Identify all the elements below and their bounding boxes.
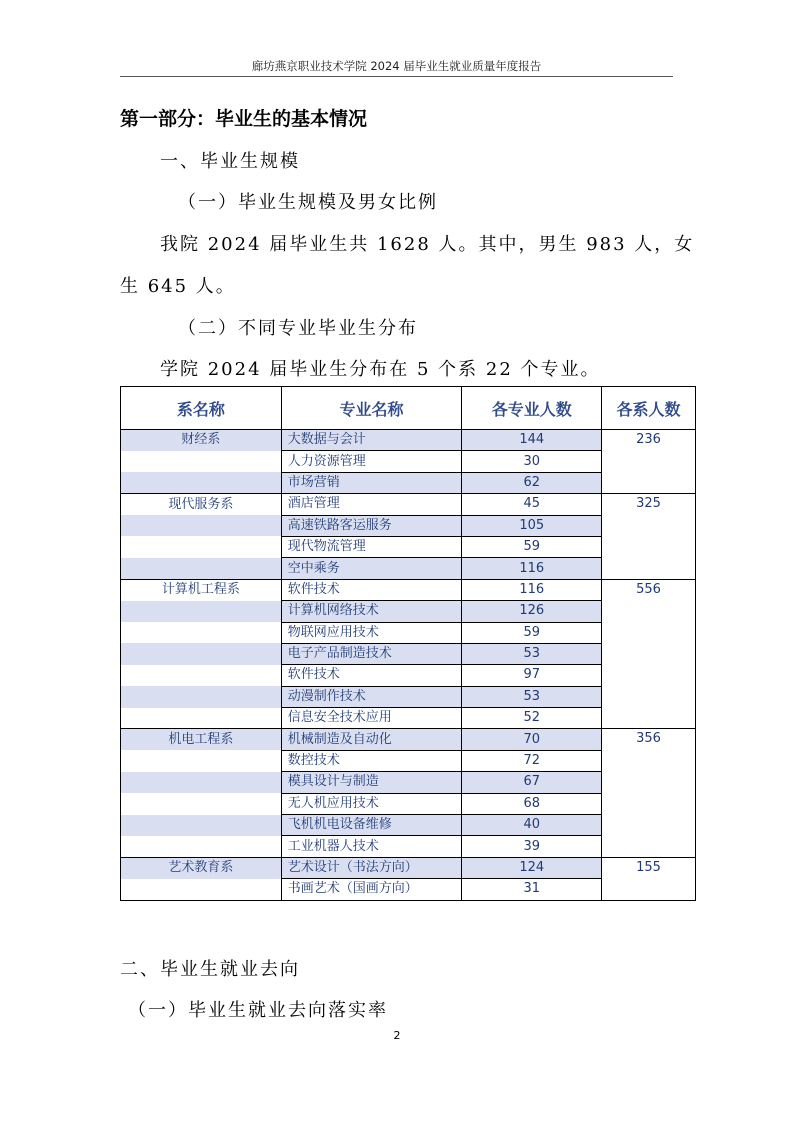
cell-major: 工业机器人技术 [281,836,462,857]
cell-major: 飞机机电设备维修 [281,815,462,836]
part-title: 第一部分：毕业生的基本情况 [120,108,368,130]
cell-major-count: 45 [462,494,602,515]
subheading-placement-rate: （一）毕业生就业去向落实率 [128,1000,388,1021]
cell-dept [121,815,282,836]
cell-major: 机械制造及自动化 [281,729,462,750]
cell-dept [121,750,282,771]
table-row [121,579,696,600]
cell-major: 数控技术 [281,750,462,771]
majors-table [120,386,696,901]
header-rule [120,76,673,77]
cell-major-count: 30 [462,451,602,472]
cell-major: 高速铁路客运服务 [281,515,462,536]
cell-major: 艺术设计（书法方向） [281,857,462,878]
cell-major-count: 72 [462,750,602,771]
table-row [121,430,696,451]
cell-dept: 艺术教育系 [121,857,282,878]
cell-major-count: 62 [462,472,602,493]
section-heading-scale: 一、毕业生规模 [160,151,300,172]
subheading-major-distribution: （二）不同专业毕业生分布 [178,318,418,339]
cell-major-count: 53 [462,643,602,664]
cell-dept [121,622,282,643]
cell-major: 无人机应用技术 [281,793,462,814]
cell-dept [121,643,282,664]
cell-major: 大数据与会计 [281,430,462,451]
cell-dept [121,558,282,579]
cell-dept-total: 236 [602,430,696,494]
cell-major-count: 67 [462,772,602,793]
cell-major-count: 116 [462,579,602,600]
cell-major-count: 144 [462,430,602,451]
cell-dept-total: 325 [602,494,696,580]
cell-major: 人力资源管理 [281,451,462,472]
table-header-row [121,387,696,430]
section-heading-destination: 二、毕业生就业去向 [120,959,300,980]
cell-major: 信息安全技术应用 [281,708,462,729]
table-row [121,857,696,878]
cell-major-count: 124 [462,857,602,878]
cell-dept: 现代服务系 [121,494,282,515]
cell-dept-total: 556 [602,579,696,729]
cell-major: 物联网应用技术 [281,622,462,643]
cell-dept [121,836,282,857]
cell-major-count: 53 [462,686,602,707]
cell-dept [121,665,282,686]
cell-major: 空中乘务 [281,558,462,579]
cell-major: 计算机网络技术 [281,601,462,622]
cell-dept [121,472,282,493]
cell-major-count: 39 [462,836,602,857]
cell-dept-total: 155 [602,857,696,900]
cell-dept: 财经系 [121,430,282,451]
col-header-major-count: 各专业人数 [462,387,602,430]
cell-major: 模具设计与制造 [281,772,462,793]
cell-major: 市场营销 [281,472,462,493]
page-number: 2 [393,1029,401,1042]
cell-major-count: 105 [462,515,602,536]
cell-major-count: 59 [462,536,602,557]
cell-dept: 机电工程系 [121,729,282,750]
running-header: 廊坊燕京职业技术学院 2024 届毕业生就业质量年度报告 [251,59,542,73]
cell-dept [121,601,282,622]
paragraph-totals-line2: 生 645 人。 [120,276,236,297]
col-header-major: 专业名称 [281,387,462,430]
table-row [121,494,696,515]
cell-major-count: 97 [462,665,602,686]
paragraph-distribution: 学院 2024 届毕业生分布在 5 个系 22 个专业。 [160,359,601,380]
cell-major-count: 59 [462,622,602,643]
cell-major-count: 126 [462,601,602,622]
cell-major-count: 31 [462,879,602,900]
cell-dept: 计算机工程系 [121,579,282,600]
col-header-dept-count: 各系人数 [602,387,696,430]
cell-major: 软件技术 [281,579,462,600]
cell-dept [121,536,282,557]
cell-major-count: 52 [462,708,602,729]
cell-major-count: 40 [462,815,602,836]
table-row [121,729,696,750]
cell-major: 酒店管理 [281,494,462,515]
cell-major-count: 116 [462,558,602,579]
cell-major: 电子产品制造技术 [281,643,462,664]
cell-dept [121,515,282,536]
paragraph-totals-line1: 我院 2024 届毕业生共 1628 人。其中，男生 983 人，女 [160,234,695,255]
cell-major: 软件技术 [281,665,462,686]
col-header-dept: 系名称 [121,387,282,430]
cell-dept [121,793,282,814]
cell-dept [121,772,282,793]
cell-major-count: 70 [462,729,602,750]
cell-major: 现代物流管理 [281,536,462,557]
cell-dept [121,708,282,729]
cell-major-count: 68 [462,793,602,814]
cell-dept [121,451,282,472]
subheading-scale-ratio: （一）毕业生规模及男女比例 [178,192,438,213]
cell-major: 书画艺术（国画方向） [281,879,462,900]
cell-dept [121,879,282,900]
cell-dept [121,686,282,707]
cell-major: 动漫制作技术 [281,686,462,707]
cell-dept-total: 356 [602,729,696,857]
